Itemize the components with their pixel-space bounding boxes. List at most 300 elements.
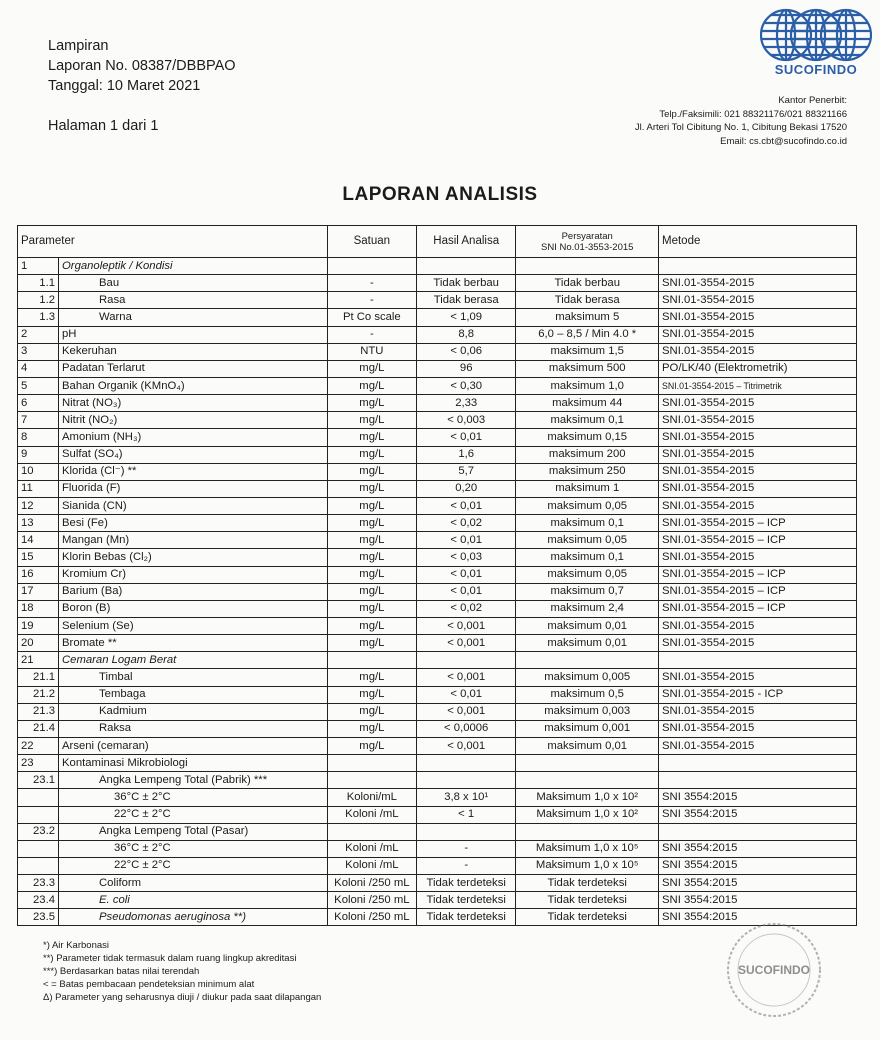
row-unit: mg/L bbox=[327, 532, 416, 549]
row-number: 20 bbox=[18, 635, 59, 652]
row-parameter: Klorin Bebas (Cl₂) bbox=[59, 549, 328, 566]
row-result: < 0,01 bbox=[416, 532, 515, 549]
row-requirement bbox=[516, 823, 659, 840]
row-method: SNI.01-3554-2015 – Titrimetrik bbox=[659, 377, 857, 394]
row-requirement: maksimum 0,05 bbox=[516, 532, 659, 549]
row-number: 13 bbox=[18, 515, 59, 532]
row-method: SNI 3554:2015 bbox=[659, 875, 857, 892]
row-result: < 0,001 bbox=[416, 617, 515, 634]
row-parameter: Fluorida (F) bbox=[59, 480, 328, 497]
row-number: 23.5 bbox=[18, 909, 59, 926]
row-requirement: Tidak berbau bbox=[516, 275, 659, 292]
document-title: LAPORAN ANALISIS bbox=[342, 184, 538, 205]
table-row bbox=[18, 480, 857, 497]
row-unit: Koloni /250 mL bbox=[327, 875, 416, 892]
footnote: *) Air Karbonasi bbox=[43, 940, 110, 951]
row-unit: Koloni /250 mL bbox=[327, 892, 416, 909]
row-unit: mg/L bbox=[327, 429, 416, 446]
row-parameter: Angka Lempeng Total (Pasar) bbox=[59, 823, 328, 840]
table-row bbox=[18, 258, 857, 275]
table-row bbox=[18, 669, 857, 686]
row-unit: mg/L bbox=[327, 395, 416, 412]
row-result: < 0,01 bbox=[416, 429, 515, 446]
row-unit: mg/L bbox=[327, 669, 416, 686]
row-requirement bbox=[516, 258, 659, 275]
table-row bbox=[18, 806, 857, 823]
row-result: < 0,003 bbox=[416, 412, 515, 429]
row-parameter: Klorida (Cl⁻) ** bbox=[59, 463, 328, 480]
row-number: 1 bbox=[18, 258, 59, 275]
row-result: Tidak terdeteksi bbox=[416, 892, 515, 909]
row-parameter: Besi (Fe) bbox=[59, 515, 328, 532]
row-number: 23.1 bbox=[18, 772, 59, 789]
row-unit: mg/L bbox=[327, 703, 416, 720]
row-method bbox=[659, 823, 857, 840]
row-unit: - bbox=[327, 292, 416, 309]
row-unit bbox=[327, 258, 416, 275]
row-unit: mg/L bbox=[327, 497, 416, 514]
table-row bbox=[18, 789, 857, 806]
row-method: SNI.01-3554-2015 bbox=[659, 463, 857, 480]
row-number: 1.3 bbox=[18, 309, 59, 326]
row-method: SNI 3554:2015 bbox=[659, 909, 857, 926]
row-number: 16 bbox=[18, 566, 59, 583]
table-row bbox=[18, 343, 857, 360]
col-requirement bbox=[516, 226, 659, 258]
row-result: < 0,001 bbox=[416, 737, 515, 754]
row-requirement: maksimum 0,15 bbox=[516, 429, 659, 446]
office-label: Kantor Penerbit: bbox=[778, 95, 847, 106]
row-number: 18 bbox=[18, 600, 59, 617]
row-number: 2 bbox=[18, 326, 59, 343]
row-parameter: Boron (B) bbox=[59, 600, 328, 617]
row-method: SNI.01-3554-2015 bbox=[659, 617, 857, 634]
row-requirement: Tidak terdeteksi bbox=[516, 909, 659, 926]
row-requirement: maksimum 250 bbox=[516, 463, 659, 480]
row-parameter: Organoleptik / Kondisi bbox=[59, 258, 328, 275]
table-row bbox=[18, 395, 857, 412]
row-parameter: Cemaran Logam Berat bbox=[59, 652, 328, 669]
row-result: 2,33 bbox=[416, 395, 515, 412]
row-unit: mg/L bbox=[327, 360, 416, 377]
row-parameter: Warna bbox=[59, 309, 328, 326]
table-row bbox=[18, 532, 857, 549]
table-row bbox=[18, 515, 857, 532]
row-method: SNI.01-3554-2015 bbox=[659, 395, 857, 412]
row-requirement: maksimum 0,5 bbox=[516, 686, 659, 703]
row-result: < 0,01 bbox=[416, 583, 515, 600]
page-number: Halaman 1 dari 1 bbox=[48, 118, 159, 134]
row-requirement: maksimum 0,003 bbox=[516, 703, 659, 720]
row-unit bbox=[327, 772, 416, 789]
row-method: SNI.01-3554-2015 – ICP bbox=[659, 583, 857, 600]
table-row bbox=[18, 360, 857, 377]
row-method: SNI.01-3554-2015 – ICP bbox=[659, 600, 857, 617]
table-row bbox=[18, 377, 857, 394]
table-row bbox=[18, 772, 857, 789]
row-result: < 0,02 bbox=[416, 515, 515, 532]
row-method: SNI.01-3554-2015 – ICP bbox=[659, 566, 857, 583]
row-result: < 1 bbox=[416, 806, 515, 823]
row-method: SNI 3554:2015 bbox=[659, 806, 857, 823]
row-unit: - bbox=[327, 326, 416, 343]
row-unit: mg/L bbox=[327, 412, 416, 429]
row-result: < 0,03 bbox=[416, 549, 515, 566]
office-email: Email: cs.cbt@sucofindo.co.id bbox=[720, 135, 847, 147]
row-number: 17 bbox=[18, 583, 59, 600]
row-number: 10 bbox=[18, 463, 59, 480]
company-stamp bbox=[712, 920, 862, 1025]
report-header bbox=[48, 36, 236, 136]
footnote: **) Parameter tidak termasuk dalam ruang lingkup akreditasi bbox=[43, 953, 297, 964]
row-method: SNI.01-3554-2015 bbox=[659, 720, 857, 737]
row-number: 21.1 bbox=[18, 669, 59, 686]
row-number: 9 bbox=[18, 446, 59, 463]
row-requirement: Maksimum 1,0 x 10² bbox=[516, 806, 659, 823]
row-requirement bbox=[516, 652, 659, 669]
row-number: 12 bbox=[18, 497, 59, 514]
table-row bbox=[18, 892, 857, 909]
row-result: < 0,001 bbox=[416, 669, 515, 686]
row-unit bbox=[327, 755, 416, 772]
row-method: SNI.01-3554-2015 bbox=[659, 429, 857, 446]
sucofindo-logo bbox=[757, 6, 875, 77]
row-parameter: 22°C ± 2°C bbox=[59, 806, 328, 823]
row-method: SNI 3554:2015 bbox=[659, 840, 857, 857]
row-parameter: Kromium Cr) bbox=[59, 566, 328, 583]
row-method: SNI.01-3554-2015 bbox=[659, 412, 857, 429]
row-number: 7 bbox=[18, 412, 59, 429]
row-parameter: Kadmium bbox=[59, 703, 328, 720]
table-row bbox=[18, 566, 857, 583]
row-parameter: Kekeruhan bbox=[59, 343, 328, 360]
row-number: 6 bbox=[18, 395, 59, 412]
row-requirement: maksimum 0,01 bbox=[516, 635, 659, 652]
table-header-row bbox=[18, 226, 857, 258]
row-result: < 0,06 bbox=[416, 343, 515, 360]
row-result: Tidak terdeteksi bbox=[416, 875, 515, 892]
row-result: Tidak berasa bbox=[416, 292, 515, 309]
row-method: SNI.01-3554-2015 bbox=[659, 480, 857, 497]
row-parameter: 36°C ± 2°C bbox=[59, 840, 328, 857]
row-parameter: Sulfat (SO₄) bbox=[59, 446, 328, 463]
table-row bbox=[18, 429, 857, 446]
table-row bbox=[18, 412, 857, 429]
row-number: 21.2 bbox=[18, 686, 59, 703]
row-result: < 0,30 bbox=[416, 377, 515, 394]
row-parameter: Raksa bbox=[59, 720, 328, 737]
row-method: SNI.01-3554-2015 bbox=[659, 703, 857, 720]
table-body bbox=[18, 258, 857, 926]
row-result: 1,6 bbox=[416, 446, 515, 463]
row-requirement bbox=[516, 755, 659, 772]
footnotes bbox=[43, 939, 321, 1004]
row-number bbox=[18, 789, 59, 806]
row-result: 0,20 bbox=[416, 480, 515, 497]
row-unit: Pt Co scale bbox=[327, 309, 416, 326]
table-row bbox=[18, 292, 857, 309]
row-result: < 0,001 bbox=[416, 635, 515, 652]
table-row bbox=[18, 703, 857, 720]
row-parameter: 22°C ± 2°C bbox=[59, 857, 328, 874]
row-unit: - bbox=[327, 275, 416, 292]
stamp-text: SUCOFINDO bbox=[738, 963, 810, 977]
row-method: SNI.01-3554-2015 bbox=[659, 737, 857, 754]
row-method: SNI.01-3554-2015 bbox=[659, 446, 857, 463]
row-requirement: 6,0 – 8,5 / Min 4.0 * bbox=[516, 326, 659, 343]
row-result: < 0,01 bbox=[416, 686, 515, 703]
row-requirement: Tidak terdeteksi bbox=[516, 892, 659, 909]
row-requirement: maksimum 0,05 bbox=[516, 497, 659, 514]
col-requirement-line2: SNI No.01-3553-2015 bbox=[541, 241, 634, 253]
table-row bbox=[18, 857, 857, 874]
row-method bbox=[659, 772, 857, 789]
col-parameter: Parameter bbox=[18, 226, 328, 258]
row-requirement: maksimum 0,1 bbox=[516, 549, 659, 566]
row-method: SNI.01-3554-2015 bbox=[659, 669, 857, 686]
table-row bbox=[18, 600, 857, 617]
row-parameter: Tembaga bbox=[59, 686, 328, 703]
row-unit: Koloni /mL bbox=[327, 857, 416, 874]
row-method: SNI.01-3554-2015 bbox=[659, 635, 857, 652]
table-row bbox=[18, 737, 857, 754]
table-row bbox=[18, 463, 857, 480]
analysis-table bbox=[17, 225, 857, 926]
row-result: < 0,02 bbox=[416, 600, 515, 617]
table-row bbox=[18, 823, 857, 840]
row-requirement: maksimum 0,005 bbox=[516, 669, 659, 686]
table-row bbox=[18, 686, 857, 703]
row-result bbox=[416, 258, 515, 275]
row-number: 23 bbox=[18, 755, 59, 772]
row-method: SNI.01-3554-2015 bbox=[659, 275, 857, 292]
row-parameter: Sianida (CN) bbox=[59, 497, 328, 514]
row-number: 4 bbox=[18, 360, 59, 377]
row-result: Tidak berbau bbox=[416, 275, 515, 292]
office-phone: Telp./Faksimili: 021 88321176/021 88321166 bbox=[659, 108, 847, 120]
row-unit: mg/L bbox=[327, 566, 416, 583]
row-method: SNI 3554:2015 bbox=[659, 857, 857, 874]
row-parameter: E. coli bbox=[59, 892, 328, 909]
row-number: 5 bbox=[18, 377, 59, 394]
row-method bbox=[659, 258, 857, 275]
row-unit bbox=[327, 823, 416, 840]
row-method: SNI.01-3554-2015 - ICP bbox=[659, 686, 857, 703]
row-requirement: maksimum 1,5 bbox=[516, 343, 659, 360]
col-requirement-line1: Persyaratan bbox=[561, 230, 613, 242]
row-parameter: Bau bbox=[59, 275, 328, 292]
row-method: SNI.01-3554-2015 bbox=[659, 549, 857, 566]
row-unit: Koloni/mL bbox=[327, 789, 416, 806]
row-parameter: Timbal bbox=[59, 669, 328, 686]
row-number: 21.4 bbox=[18, 720, 59, 737]
row-number bbox=[18, 857, 59, 874]
row-method: SNI.01-3554-2015 – ICP bbox=[659, 532, 857, 549]
row-number: 23.4 bbox=[18, 892, 59, 909]
row-number: 15 bbox=[18, 549, 59, 566]
col-unit: Satuan bbox=[327, 226, 416, 258]
office-address: Jl. Arteri Tol Cibitung No. 1, Cibitung Bekasi 17520 bbox=[634, 122, 847, 133]
row-requirement: maksimum 0,1 bbox=[516, 515, 659, 532]
table-row bbox=[18, 275, 857, 292]
footnote: Δ) Parameter yang seharusnya diuji / diukur pada saat dilapangan bbox=[43, 992, 322, 1003]
logo-text: SUCOFINDO bbox=[774, 62, 858, 77]
row-parameter: Kontaminasi Mikrobiologi bbox=[59, 755, 328, 772]
col-result: Hasil Analisa bbox=[416, 226, 515, 258]
attachment-label: Lampiran bbox=[48, 38, 109, 54]
row-result: < 0,01 bbox=[416, 566, 515, 583]
row-result: < 0,0006 bbox=[416, 720, 515, 737]
row-method: SNI.01-3554-2015 bbox=[659, 292, 857, 309]
row-result bbox=[416, 823, 515, 840]
row-number bbox=[18, 840, 59, 857]
table-row bbox=[18, 326, 857, 343]
table-row bbox=[18, 497, 857, 514]
row-number: 11 bbox=[18, 480, 59, 497]
table-row bbox=[18, 652, 857, 669]
row-requirement: maksimum 44 bbox=[516, 395, 659, 412]
row-unit: mg/L bbox=[327, 480, 416, 497]
row-unit: mg/L bbox=[327, 686, 416, 703]
row-result: 8,8 bbox=[416, 326, 515, 343]
row-unit: mg/L bbox=[327, 600, 416, 617]
row-unit: Koloni /mL bbox=[327, 840, 416, 857]
row-parameter: Barium (Ba) bbox=[59, 583, 328, 600]
row-number: 19 bbox=[18, 617, 59, 634]
row-method: SNI.01-3554-2015 bbox=[659, 309, 857, 326]
report-date: Tanggal: 10 Maret 2021 bbox=[48, 78, 201, 94]
row-number: 14 bbox=[18, 532, 59, 549]
table-row bbox=[18, 549, 857, 566]
globe-logo-icon bbox=[760, 6, 872, 64]
issuing-office bbox=[635, 94, 847, 148]
row-parameter: Mangan (Mn) bbox=[59, 532, 328, 549]
row-result: 5,7 bbox=[416, 463, 515, 480]
row-parameter: pH bbox=[59, 326, 328, 343]
col-method: Metode bbox=[659, 226, 857, 258]
row-result: - bbox=[416, 857, 515, 874]
row-parameter: Rasa bbox=[59, 292, 328, 309]
row-number: 1.2 bbox=[18, 292, 59, 309]
row-unit: mg/L bbox=[327, 463, 416, 480]
row-method: SNI.01-3554-2015 bbox=[659, 497, 857, 514]
row-requirement: maksimum 200 bbox=[516, 446, 659, 463]
stamp-icon bbox=[712, 920, 862, 1020]
row-unit: mg/L bbox=[327, 515, 416, 532]
row-requirement: maksimum 0,05 bbox=[516, 566, 659, 583]
row-number: 22 bbox=[18, 737, 59, 754]
row-method: SNI 3554:2015 bbox=[659, 892, 857, 909]
row-parameter: Nitrit (NO₂) bbox=[59, 412, 328, 429]
table-row bbox=[18, 617, 857, 634]
row-result: Tidak terdeteksi bbox=[416, 909, 515, 926]
footnote: < = Batas pembacaan pendeteksian minimum alat bbox=[43, 979, 255, 990]
row-unit: Koloni /mL bbox=[327, 806, 416, 823]
row-unit: mg/L bbox=[327, 720, 416, 737]
row-requirement: maksimum 1,0 bbox=[516, 377, 659, 394]
row-requirement: Tidak berasa bbox=[516, 292, 659, 309]
row-requirement: Maksimum 1,0 x 10⁵ bbox=[516, 840, 659, 857]
row-parameter: Coliform bbox=[59, 875, 328, 892]
table-row bbox=[18, 309, 857, 326]
row-unit: mg/L bbox=[327, 446, 416, 463]
row-number: 21 bbox=[18, 652, 59, 669]
row-number: 8 bbox=[18, 429, 59, 446]
row-method: SNI.01-3554-2015 bbox=[659, 343, 857, 360]
row-result: < 0,01 bbox=[416, 497, 515, 514]
row-parameter: Padatan Terlarut bbox=[59, 360, 328, 377]
table-row bbox=[18, 635, 857, 652]
row-result: - bbox=[416, 840, 515, 857]
row-requirement: maksimum 5 bbox=[516, 309, 659, 326]
row-result: 96 bbox=[416, 360, 515, 377]
row-parameter: Bromate ** bbox=[59, 635, 328, 652]
row-unit: mg/L bbox=[327, 635, 416, 652]
row-method: SNI.01-3554-2015 bbox=[659, 326, 857, 343]
row-parameter: Bahan Organik (KMnO₄) bbox=[59, 377, 328, 394]
row-result: < 0,001 bbox=[416, 703, 515, 720]
row-number bbox=[18, 806, 59, 823]
row-result: 3,8 x 10¹ bbox=[416, 789, 515, 806]
row-requirement: maksimum 500 bbox=[516, 360, 659, 377]
footnote: ***) Berdasarkan batas nilai terendah bbox=[43, 966, 200, 977]
row-number: 3 bbox=[18, 343, 59, 360]
row-requirement: maksimum 0,01 bbox=[516, 617, 659, 634]
row-parameter: Pseudomonas aeruginosa **) bbox=[59, 909, 328, 926]
row-unit: mg/L bbox=[327, 549, 416, 566]
row-requirement: Tidak terdeteksi bbox=[516, 875, 659, 892]
row-unit bbox=[327, 652, 416, 669]
row-requirement: maksimum 2,4 bbox=[516, 600, 659, 617]
row-number: 23.3 bbox=[18, 875, 59, 892]
row-result bbox=[416, 755, 515, 772]
row-parameter: Angka Lempeng Total (Pabrik) *** bbox=[59, 772, 328, 789]
row-result: < 1,09 bbox=[416, 309, 515, 326]
table-row bbox=[18, 875, 857, 892]
row-requirement: maksimum 0,1 bbox=[516, 412, 659, 429]
row-requirement: Maksimum 1,0 x 10⁵ bbox=[516, 857, 659, 874]
row-result bbox=[416, 652, 515, 669]
row-result bbox=[416, 772, 515, 789]
row-unit: mg/L bbox=[327, 737, 416, 754]
row-number: 21.3 bbox=[18, 703, 59, 720]
row-number: 1.1 bbox=[18, 275, 59, 292]
row-unit: NTU bbox=[327, 343, 416, 360]
row-requirement: Maksimum 1,0 x 10² bbox=[516, 789, 659, 806]
row-number: 23.2 bbox=[18, 823, 59, 840]
row-parameter: Amonium (NH₃) bbox=[59, 429, 328, 446]
table-row bbox=[18, 840, 857, 857]
row-parameter: 36°C ± 2°C bbox=[59, 789, 328, 806]
row-unit: mg/L bbox=[327, 377, 416, 394]
row-method bbox=[659, 755, 857, 772]
row-method bbox=[659, 652, 857, 669]
table-row bbox=[18, 755, 857, 772]
row-parameter: Selenium (Se) bbox=[59, 617, 328, 634]
row-unit: mg/L bbox=[327, 583, 416, 600]
row-requirement: maksimum 0,001 bbox=[516, 720, 659, 737]
row-requirement: maksimum 0,7 bbox=[516, 583, 659, 600]
row-parameter: Nitrat (NO₃) bbox=[59, 395, 328, 412]
row-unit: mg/L bbox=[327, 617, 416, 634]
row-requirement: maksimum 1 bbox=[516, 480, 659, 497]
row-requirement bbox=[516, 772, 659, 789]
row-requirement: maksimum 0,01 bbox=[516, 737, 659, 754]
row-unit: Koloni /250 mL bbox=[327, 909, 416, 926]
report-number: Laporan No. 08387/DBBPAO bbox=[48, 58, 236, 74]
row-method: SNI 3554:2015 bbox=[659, 789, 857, 806]
table-row bbox=[18, 583, 857, 600]
